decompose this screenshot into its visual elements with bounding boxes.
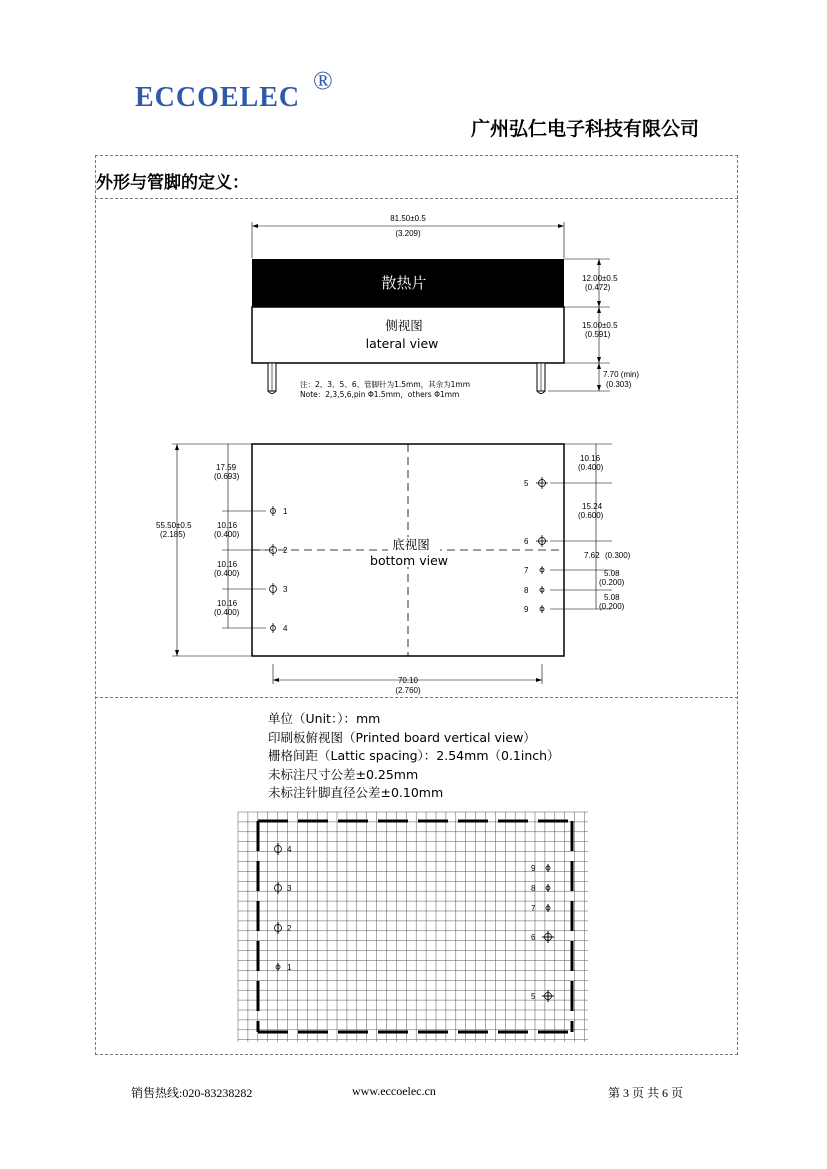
lateral-width-dim-in: (3.209) (395, 229, 421, 238)
dim-8-9-in: (0.200) (599, 602, 625, 611)
pcb-pin-7 (531, 904, 550, 913)
pin-note-en: Note：2,3,5,6,pin Φ1.5mm，others Φ1mm (300, 390, 460, 399)
pcb-pin-8 (531, 884, 550, 893)
dim-body: 15.00±0.5 (582, 321, 618, 330)
svg-text:2: 2 (283, 546, 288, 555)
side-label-en: lateral view (365, 336, 439, 351)
svg-text:3: 3 (287, 884, 292, 893)
svg-text:9: 9 (524, 605, 529, 614)
pitch-1-2: 10.16 (217, 521, 238, 530)
pitch-1-2-in: (0.400) (214, 530, 240, 539)
bottom-label-cn: 底视图 (392, 537, 430, 552)
svg-text:4: 4 (287, 845, 292, 854)
logo-text: ECCOELEC (135, 82, 301, 113)
svg-text:2: 2 (287, 924, 292, 933)
pin-span: 70.10 (397, 676, 419, 685)
dim-pin-in: (0.303) (606, 380, 632, 389)
pcb-pin-3 (275, 882, 293, 894)
dim-7-8: 5.08 (604, 569, 620, 578)
pin-span-in: (2.760) (395, 686, 421, 695)
dim-heatsink: 12.00±0.5 (582, 274, 618, 283)
dim-top-left-in: (0.693) (214, 472, 240, 481)
pitch-3-4-in: (0.400) (214, 608, 240, 617)
side-label-cn: 侧视图 (385, 318, 423, 333)
note-pin-tolerance: 未标注针脚直径公差±0.10mm (268, 785, 444, 800)
svg-text:5: 5 (531, 992, 536, 1001)
company-name: 广州弘仁电子科技有限公司 (470, 118, 699, 140)
svg-text:3: 3 (283, 585, 288, 594)
dim-5-6: 15.24 (582, 502, 603, 511)
dim-8-9: 5.08 (604, 593, 620, 602)
svg-text:7: 7 (524, 566, 529, 575)
heatsink-label: 散热片 (381, 274, 427, 292)
dim-heatsink-in: (0.472) (585, 283, 611, 292)
bottom-label-en: bottom view (370, 553, 448, 568)
dim-6-7-in: (0.300) (605, 551, 631, 560)
svg-text:1: 1 (283, 507, 288, 516)
svg-text:1: 1 (287, 963, 292, 972)
dim-top-right: 10.16 (580, 454, 601, 463)
svg-text:9: 9 (531, 864, 536, 873)
dim-6-7: 7.62 (584, 551, 600, 560)
website-link[interactable]: www.eccoelec.cn (352, 1084, 436, 1098)
svg-text:4: 4 (283, 624, 288, 633)
svg-text:6: 6 (524, 537, 529, 546)
note-unit: 单位（Unit：）：mm (268, 711, 381, 726)
height-dim: 55.50±0.5 (156, 521, 192, 530)
pitch-3-4: 10.16 (217, 599, 238, 608)
svg-text:5: 5 (524, 479, 529, 488)
section-title: 外形与管脚的定义： (96, 173, 249, 193)
dim-pin: 7.70 (min) (603, 370, 640, 379)
pitch-2-3: 10.16 (217, 560, 238, 569)
dim-top-left: 17.59 (216, 463, 237, 472)
registered-mark-icon: ® (313, 66, 333, 95)
pitch-2-3-in: (0.400) (214, 569, 240, 578)
page-number: 第 3 页 共 6 页 (608, 1086, 684, 1100)
dim-body-in: (0.591) (585, 330, 611, 339)
note-board-view: 印刷板俯视图（Printed board vertical view） (268, 729, 536, 745)
pcb-pin-2 (275, 922, 293, 934)
lateral-width-dim: 81.50±0.5 (390, 214, 426, 223)
height-dim-in: (2.185) (160, 530, 186, 539)
pcb-pin-6 (531, 931, 554, 943)
pcb-pin-4 (275, 843, 293, 855)
svg-text:7: 7 (531, 904, 536, 913)
dim-7-8-in: (0.200) (599, 578, 625, 587)
dim-top-right-in: (0.400) (578, 463, 604, 472)
svg-text:8: 8 (531, 884, 536, 893)
note-dim-tolerance: 未标注尺寸公差±0.25mm (268, 766, 419, 782)
pin-note-cn: 注：2、3、5、6、管脚针为1.5mm，其余为1mm (300, 380, 471, 389)
svg-text:6: 6 (531, 933, 536, 942)
svg-text:8: 8 (524, 586, 529, 595)
note-spacing: 栅格间距（Lattic spacing）：2.54mm（0.1inch） (268, 748, 560, 763)
dim-5-6-in: (0.600) (578, 511, 604, 520)
sales-hotline: 销售热线:020-83238282 (131, 1086, 253, 1100)
